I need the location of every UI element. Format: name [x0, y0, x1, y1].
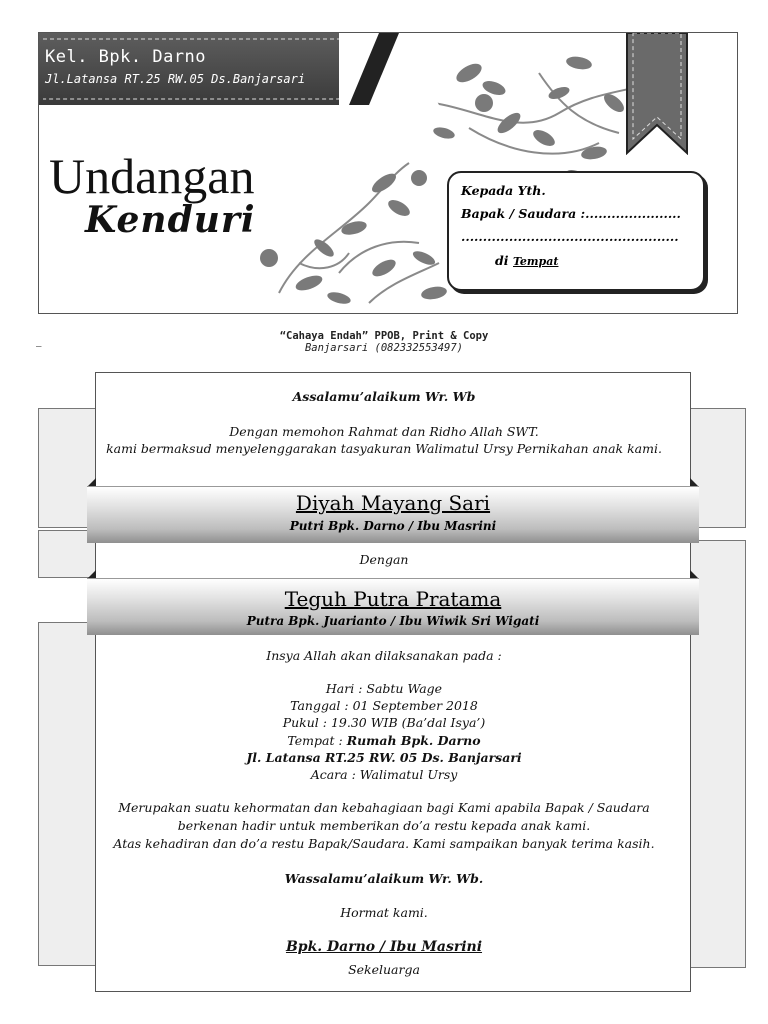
greeting: Assalamu’alaikum Wr. Wb [292, 389, 476, 404]
bride-name: Diyah Mayang Sari [295, 491, 491, 515]
bride-band [87, 486, 699, 543]
sender-name: Kel. Bpk. Darno [45, 47, 207, 67]
closing-line-3: Atas kehadiran dan do’a restu Bapak/Saudara. Kami sampaikan banyak terima kasih. [113, 836, 655, 851]
event-place-value: Rumah Bpk. Darno [346, 733, 481, 748]
stray-mark: _ [36, 334, 42, 347]
envelope-cover [38, 32, 738, 314]
printer-contact: Banjarsari (082332553497) [304, 342, 464, 354]
opening-line-2: kami bermaksud menyelenggarakan tasyakuran Walimatul Ursy Pernikahan anak kami. [106, 441, 662, 456]
banner-arrow [339, 33, 439, 105]
opening-line-1: Dengan memohon Rahmat dan Ridho Allah SWT. [229, 424, 539, 439]
bride-parents: Putri Bpk. Darno / Ibu Masrini [289, 519, 497, 533]
event-date: Tanggal : 01 September 2018 [290, 698, 478, 713]
addressee-line-2: Bapak / Saudara :...................... [461, 206, 681, 221]
conjunction: Dengan [359, 552, 409, 567]
event-place-label: Tempat : [287, 733, 347, 748]
event-address: Jl. Latansa RT.25 RW. 05 Ds. Banjarsari [246, 750, 522, 765]
event-place [0, 733, 768, 748]
printer-name: “Cahaya Endah” PPOB, Print & Copy [279, 330, 489, 342]
event-agenda: Acara : Walimatul Ursy [310, 767, 458, 782]
sender-address: Jl.Latansa RT.25 RW.05 Ds.Banjarsari [45, 72, 306, 86]
event-time: Pukul : 19.30 WIB (Ba’dal Isya’) [282, 715, 486, 730]
farewell: Wassalamu’alaikum Wr. Wb. [284, 871, 484, 886]
addressee-place: Tempat [513, 255, 559, 268]
title-kenduri: Kenduri [85, 199, 256, 241]
title-undangan: Undangan [49, 148, 255, 204]
addressee-di: di [495, 253, 509, 268]
event-day: Hari : Sabtu Wage [325, 681, 443, 696]
closing-line-2: berkenan hadir untuk memberikan do’a restu kepada anak kami. [177, 818, 591, 833]
regards: Hormat kami. [340, 905, 428, 920]
groom-band [87, 578, 699, 635]
groom-name: Teguh Putra Pratama [284, 587, 502, 611]
schedule-intro: Insya Allah akan dilaksanakan pada : [266, 648, 502, 663]
addressee-line-1: Kepada Yth. [461, 183, 546, 198]
closing-line-1: Merupakan suatu kehormatan dan kebahagiaan bagi Kami apabila Bapak / Saudara [118, 800, 650, 815]
signature: Bpk. Darno / Ibu Masrini [285, 939, 483, 955]
addressee-box [447, 171, 705, 291]
addressee-line-3: .................................................. [461, 229, 679, 244]
family: Sekeluarga [348, 962, 420, 977]
groom-parents: Putra Bpk. Juarianto / Ibu Wiwik Sri Wigati [246, 614, 540, 628]
bookmark-ribbon [625, 33, 689, 155]
